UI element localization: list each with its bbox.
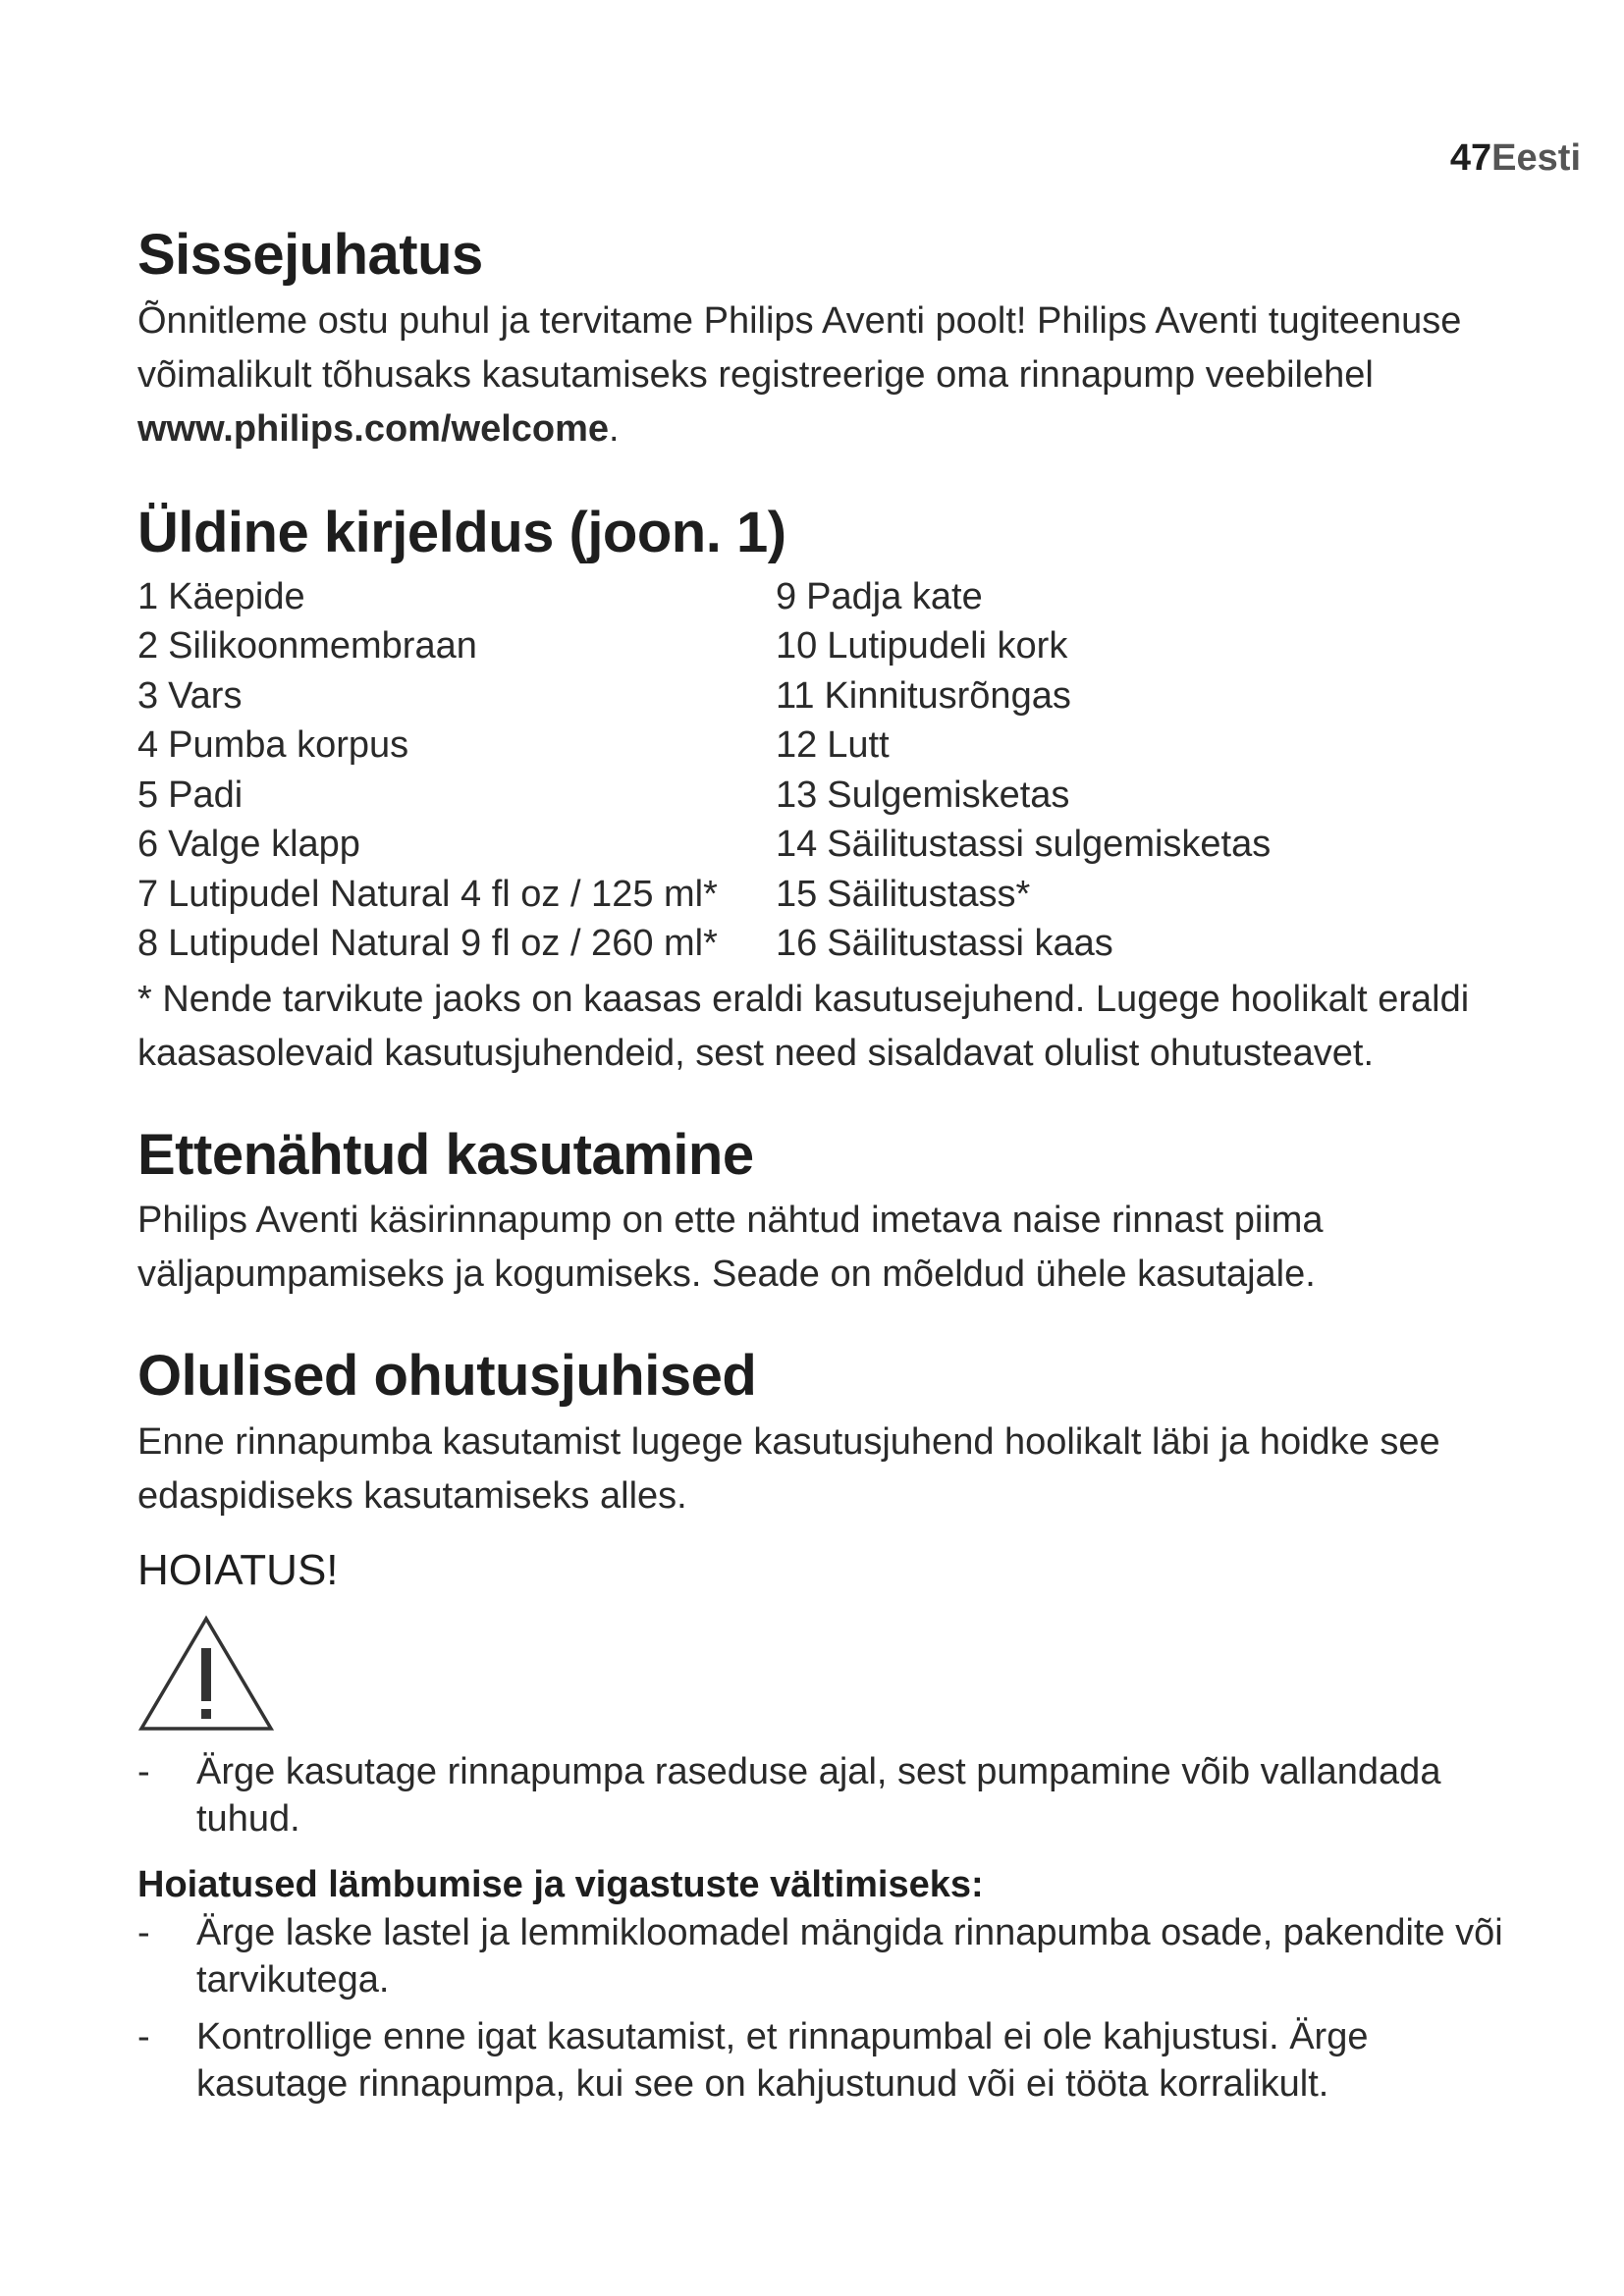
warning-bullet bbox=[137, 1748, 1551, 1842]
part-label: Lutipudeli kork bbox=[827, 625, 1068, 667]
part-item bbox=[776, 820, 1271, 870]
warning-bullet-list bbox=[137, 1748, 1551, 1842]
safety-line-1: Enne rinnapumba kasutamist lugege kasutusjuhend hoolikalt läbi ja hoidke see bbox=[137, 1421, 1440, 1464]
warning-triangle-icon bbox=[137, 1613, 275, 1735]
language-label: Eesti bbox=[1491, 137, 1581, 179]
part-item bbox=[776, 671, 1271, 721]
part-label: Säilitustass* bbox=[827, 873, 1031, 915]
bullet-line-1: Ärge laske lastel ja lemmikloomadel mängida rinnapumba osade, pakendite või bbox=[196, 1911, 1503, 1953]
page-content bbox=[137, 224, 1551, 2117]
part-item bbox=[137, 671, 776, 721]
part-number: 10 bbox=[776, 625, 818, 667]
part-item bbox=[776, 870, 1271, 920]
part-number: 8 bbox=[137, 923, 159, 965]
part-label: Lutipudel Natural 9 fl oz / 260 ml* bbox=[168, 923, 718, 965]
intended-use-paragraph bbox=[137, 1194, 1551, 1302]
part-label: Vars bbox=[168, 674, 243, 717]
bullet-line-2: kasutage rinnapumpa, kui see on kahjustunud või ei tööta korralikult. bbox=[196, 2062, 1329, 2105]
heading-intended-use: Ettenähtud kasutamine bbox=[137, 1122, 754, 1187]
heading-choking-warnings: Hoiatused lämbumise ja vigastuste vältimiseks: bbox=[137, 1863, 984, 1905]
choking-bullet bbox=[137, 1909, 1551, 2003]
part-item bbox=[776, 572, 1271, 622]
part-label: Säilitustassi sulgemisketas bbox=[827, 824, 1272, 866]
part-item bbox=[776, 919, 1271, 969]
heading-introduction: Sissejuhatus bbox=[137, 223, 483, 287]
section-safety-instructions bbox=[137, 1345, 1551, 2108]
intro-line-1: Õnnitleme ostu puhul ja tervitame Philips Aventi poolt! Philips Aventi tugiteenuse bbox=[137, 299, 1462, 342]
part-number: 14 bbox=[776, 824, 818, 866]
part-label: Valge klapp bbox=[168, 824, 360, 866]
part-item bbox=[776, 771, 1271, 821]
part-item bbox=[137, 771, 776, 821]
part-item bbox=[137, 870, 776, 920]
safety-paragraph bbox=[137, 1415, 1551, 1523]
footnote-line-2: kaasasolevaid kasutusjuhendeid, sest need sisaldavat olulist ohutusteavet. bbox=[137, 1032, 1375, 1074]
bullet-dash: - bbox=[137, 1750, 150, 1792]
url-suffix: . bbox=[609, 407, 620, 450]
part-label: Käepide bbox=[168, 575, 305, 617]
parts-column-right bbox=[776, 572, 1271, 969]
bullet-dash: - bbox=[137, 1911, 150, 1953]
part-label: Pumba korpus bbox=[168, 724, 409, 767]
part-number: 7 bbox=[137, 873, 159, 915]
heading-safety-instructions: Olulised ohutusjuhised bbox=[137, 1344, 757, 1409]
part-item bbox=[776, 621, 1271, 671]
footnote-line-1: * Nende tarvikute jaoks on kaasas eraldi kasutusejuhend. Lugege hoolikalt eraldi bbox=[137, 978, 1470, 1020]
part-label: Sulgemisketas bbox=[827, 774, 1070, 816]
bullet-line-1: Ärge kasutage rinnapumpa raseduse ajal, sest pumpamine võib vallandada bbox=[196, 1750, 1441, 1792]
safety-line-2: edaspidiseks kasutamiseks alles. bbox=[137, 1475, 687, 1518]
part-label: Kinnitusrõngas bbox=[824, 674, 1071, 717]
part-number: 3 bbox=[137, 674, 159, 717]
part-number: 15 bbox=[776, 873, 818, 915]
page-header bbox=[1450, 139, 1581, 177]
welcome-url: www.philips.com/welcome bbox=[137, 407, 610, 450]
part-number: 1 bbox=[137, 575, 159, 617]
intro-paragraph bbox=[137, 294, 1551, 456]
part-number: 6 bbox=[137, 824, 159, 866]
parts-column-left bbox=[137, 572, 776, 969]
intended-use-line-1: Philips Aventi käsirinnapump on ette nähtud imetava naise rinnast piima bbox=[137, 1200, 1324, 1242]
part-item bbox=[137, 919, 776, 969]
part-number: 11 bbox=[776, 674, 815, 717]
part-item bbox=[137, 721, 776, 771]
part-item bbox=[137, 621, 776, 671]
choking-bullet bbox=[137, 2013, 1551, 2108]
choking-bullet-list bbox=[137, 1909, 1551, 2108]
heading-warning: HOIATUS! bbox=[137, 1546, 339, 1595]
bullet-line-2: tuhud. bbox=[196, 1797, 300, 1840]
intended-use-line-2: väljapumpamiseks ja kogumiseks. Seade on mõeldud ühele kasutajale. bbox=[137, 1254, 1316, 1296]
part-number: 12 bbox=[776, 724, 818, 767]
part-label: Padi bbox=[168, 774, 244, 816]
section-intended-use bbox=[137, 1124, 1551, 1303]
bullet-line-2: tarvikutega. bbox=[196, 1958, 390, 2001]
part-item bbox=[137, 572, 776, 622]
heading-general-description: Üldine kirjeldus (joon. 1) bbox=[137, 500, 786, 564]
part-label: Lutipudel Natural 4 fl oz / 125 ml* bbox=[168, 873, 718, 915]
part-number: 13 bbox=[776, 774, 818, 816]
part-label: Säilitustassi kaas bbox=[827, 923, 1113, 965]
intro-line-2: võimalikult tõhusaks kasutamiseks registreerige oma rinnapump veebilehel bbox=[137, 353, 1374, 396]
section-introduction bbox=[137, 224, 1551, 456]
bullet-dash: - bbox=[137, 2015, 150, 2057]
part-number: 4 bbox=[137, 724, 159, 767]
part-number: 9 bbox=[776, 575, 797, 617]
part-item bbox=[137, 820, 776, 870]
part-label: Padja kate bbox=[806, 575, 983, 617]
part-number: 16 bbox=[776, 923, 818, 965]
page-number: 47 bbox=[1449, 137, 1492, 179]
part-number: 2 bbox=[137, 625, 159, 667]
part-item bbox=[776, 721, 1271, 771]
parts-footnote bbox=[137, 973, 1551, 1081]
section-general-description bbox=[137, 502, 1551, 1081]
part-label: Lutt bbox=[827, 724, 890, 767]
part-number: 5 bbox=[137, 774, 159, 816]
part-label: Silikoonmembraan bbox=[168, 625, 477, 667]
parts-list bbox=[137, 572, 1551, 969]
bullet-line-1: Kontrollige enne igat kasutamist, et rinnapumbal ei ole kahjustusi. Ärge bbox=[196, 2015, 1369, 2057]
